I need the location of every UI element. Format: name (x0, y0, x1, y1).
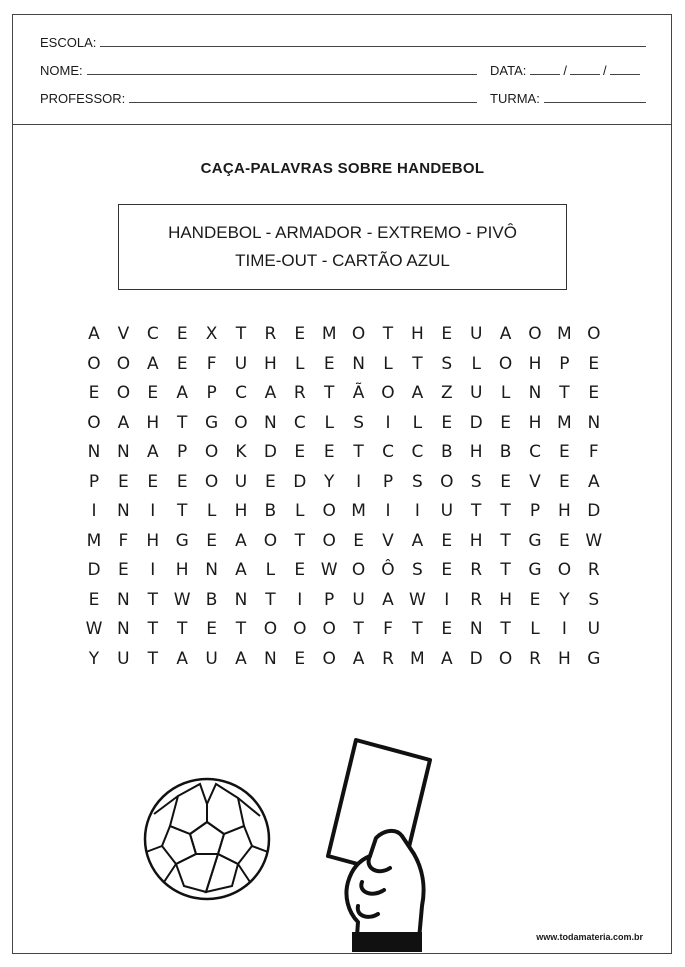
grid-letter[interactable]: N (528, 383, 542, 403)
grid-letter[interactable]: A (264, 383, 277, 403)
grid-letter[interactable]: T (265, 589, 276, 610)
grid-letter[interactable]: E (294, 648, 306, 669)
grid-letter[interactable]: U (440, 501, 454, 521)
grid-letter[interactable]: E (500, 412, 511, 433)
grid-letter[interactable]: E (588, 383, 600, 403)
grid-letter[interactable]: P (529, 501, 541, 521)
grid-letter[interactable]: T (500, 560, 511, 580)
grid-letter[interactable]: H (469, 442, 483, 462)
grid-letter[interactable]: O (498, 353, 513, 374)
grid-letter[interactable]: R (587, 560, 600, 580)
grid-letter[interactable]: D (87, 560, 101, 580)
grid-letter[interactable]: R (529, 648, 541, 669)
grid-letter[interactable]: A (176, 648, 188, 669)
grid-letter[interactable]: E (147, 383, 159, 403)
word-search-grid (80, 324, 604, 674)
footer-url[interactable]: www.todamateria.com.br (536, 932, 643, 942)
grid-letter[interactable]: H (146, 530, 160, 551)
grid-letter[interactable]: A (146, 353, 159, 374)
grid-letter[interactable]: A (499, 324, 512, 344)
grid-letter[interactable]: O (116, 383, 131, 403)
grid-letter[interactable]: I (356, 471, 362, 492)
grid-letter[interactable]: E (176, 324, 188, 344)
grid-letter[interactable]: T (470, 501, 482, 521)
grid-letter[interactable]: P (206, 383, 217, 403)
grid-letter[interactable]: O (87, 412, 101, 433)
grid-letter[interactable]: A (88, 324, 100, 344)
grid-letter[interactable]: R (470, 589, 483, 610)
grid-letter[interactable]: U (587, 619, 601, 639)
grid-letter[interactable]: E (559, 442, 570, 462)
grid-letter[interactable]: T (176, 412, 188, 433)
grid-letter[interactable]: N (587, 412, 601, 433)
grid-letter[interactable]: O (322, 530, 336, 551)
grid-letter[interactable]: E (441, 324, 453, 344)
grid-letter[interactable]: L (500, 383, 511, 403)
grid-letter[interactable]: G (205, 412, 219, 433)
grid-letter[interactable]: L (265, 560, 276, 580)
grid-letter[interactable]: E (441, 412, 453, 433)
data-label: DATA: (490, 63, 527, 78)
grid-letter[interactable]: M (321, 324, 337, 344)
grid-letter[interactable]: E (147, 471, 159, 492)
grid-letter[interactable]: G (528, 560, 542, 580)
grid-letter[interactable]: H (557, 648, 571, 669)
grid-letter[interactable]: E (118, 471, 129, 492)
grid-letter[interactable]: G (528, 530, 542, 551)
grid-letter[interactable]: V (117, 324, 130, 344)
grid-letter[interactable]: T (294, 530, 305, 551)
grid-letter[interactable]: F (588, 442, 599, 462)
grid-letter[interactable]: A (411, 530, 424, 551)
grid-letter[interactable]: T (176, 619, 188, 639)
header-form (13, 15, 671, 125)
grid-letter[interactable]: P (559, 353, 570, 374)
nome-label: NOME: (40, 63, 83, 78)
grid-letter[interactable]: A (587, 471, 600, 492)
grid-letter[interactable]: E (323, 353, 335, 374)
grid-letter[interactable]: A (235, 530, 247, 551)
grid-letter[interactable]: I (91, 501, 97, 521)
word-list-line-2: TIME-OUT - CARTÃO AZUL (235, 251, 450, 270)
grid-letter[interactable]: A (411, 383, 424, 403)
grid-letter[interactable]: F (118, 530, 129, 551)
grid-letter[interactable]: I (561, 619, 567, 639)
grid-letter[interactable]: U (469, 383, 483, 403)
grid-letter[interactable]: A (352, 648, 365, 669)
grid-letter[interactable]: N (117, 442, 130, 462)
grid-letter[interactable]: A (235, 648, 247, 669)
grid-letter[interactable]: S (353, 412, 364, 433)
grid-letter[interactable]: H (263, 353, 277, 374)
grid-letter[interactable]: M (86, 530, 102, 551)
grid-letter[interactable]: S (411, 560, 423, 580)
turma-line[interactable] (544, 101, 646, 103)
grid-letter[interactable]: L (206, 501, 217, 521)
grid-letter[interactable]: H (528, 353, 542, 374)
grid-letter[interactable]: T (147, 619, 158, 639)
grid-letter[interactable]: C (235, 383, 247, 403)
grid-letter[interactable]: D (469, 412, 483, 433)
grid-letter[interactable]: E (559, 530, 570, 551)
grid-letter[interactable]: R (264, 324, 277, 344)
professor-label: PROFESSOR: (40, 91, 126, 106)
grid-letter[interactable]: O (351, 560, 366, 580)
grid-letter[interactable]: L (471, 353, 481, 374)
grid-letter[interactable]: F (206, 353, 217, 374)
grid-letter[interactable]: L (324, 412, 334, 433)
grid-letter[interactable]: S (411, 471, 423, 492)
grid-letter[interactable]: O (263, 619, 278, 639)
grid-letter[interactable]: T (412, 619, 423, 639)
grid-letter[interactable]: E (294, 324, 306, 344)
grid-letter[interactable]: C (411, 442, 424, 462)
grid-letter[interactable]: W (408, 589, 426, 610)
grid-letter[interactable]: N (87, 442, 101, 462)
grid-letter[interactable]: L (295, 501, 305, 521)
grid-letter[interactable]: O (293, 619, 307, 639)
grid-letter[interactable]: O (322, 648, 336, 669)
grid-letter[interactable]: T (176, 501, 188, 521)
grid-letter[interactable]: P (88, 471, 100, 492)
grid-letter[interactable]: B (499, 442, 512, 462)
grid-letter[interactable]: O (322, 619, 336, 639)
nome-field[interactable] (40, 63, 477, 78)
grid-letter[interactable]: C (293, 412, 306, 433)
grid-letter[interactable]: Y (559, 589, 570, 610)
grid-letter[interactable]: V (382, 530, 394, 551)
grid-letter[interactable]: G (587, 648, 601, 669)
grid-letter[interactable]: O (116, 353, 131, 374)
grid-letter[interactable]: T (500, 530, 511, 551)
grid-letter[interactable]: N (117, 619, 130, 639)
grid-letter[interactable]: E (500, 471, 511, 492)
grid-letter[interactable]: U (234, 471, 248, 492)
grid-letter[interactable]: U (352, 589, 365, 610)
grid-letter[interactable]: L (383, 353, 393, 374)
grid-letter[interactable]: U (205, 648, 218, 669)
grid-letter[interactable]: I (150, 560, 156, 580)
professor-field[interactable] (40, 91, 477, 106)
grid-letter[interactable]: O (322, 501, 336, 521)
date-day-line[interactable] (530, 73, 560, 75)
grid-letter[interactable]: T (323, 383, 335, 403)
grid-letter[interactable]: E (294, 442, 306, 462)
date-year-line[interactable] (610, 73, 640, 75)
grid-letter[interactable]: H (146, 412, 160, 433)
grid-letter[interactable]: E (206, 619, 217, 639)
grid-letter[interactable]: Y (323, 471, 335, 492)
grid-letter[interactable]: N (469, 619, 483, 639)
grid-letter[interactable]: W (585, 530, 603, 551)
grid-letter[interactable]: A (382, 589, 394, 610)
grid-letter[interactable]: O (440, 471, 454, 492)
grid-letter[interactable]: N (205, 560, 218, 580)
grid-letter[interactable]: E (441, 619, 453, 639)
grid-letter[interactable]: I (297, 589, 303, 610)
grid-letter[interactable]: E (353, 530, 364, 551)
nome-line[interactable] (87, 73, 477, 75)
grid-letter[interactable]: U (469, 324, 483, 344)
grid-letter[interactable]: U (234, 353, 248, 374)
grid-letter[interactable]: W (173, 589, 191, 610)
grid-letter[interactable]: C (382, 442, 394, 462)
grid-letter[interactable]: A (146, 442, 159, 462)
grid-letter[interactable]: O (381, 383, 395, 403)
grid-letter[interactable]: L (295, 353, 305, 374)
grid-letter[interactable]: E (323, 442, 335, 462)
grid-letter[interactable]: T (353, 619, 364, 639)
grid-letter[interactable]: N (117, 501, 130, 521)
grid-letter[interactable]: T (412, 353, 423, 374)
grid-letter[interactable]: Z (440, 383, 453, 403)
grid-letter[interactable]: B (440, 442, 453, 462)
grid-letter[interactable]: M (557, 324, 572, 344)
grid-letter[interactable]: O (263, 530, 278, 551)
grid-letter[interactable]: E (88, 383, 100, 403)
grid-letter[interactable]: H (234, 501, 248, 521)
grid-letter[interactable]: Y (88, 648, 100, 669)
grid-letter[interactable]: E (176, 353, 188, 374)
referee-card-icon (318, 736, 438, 954)
grid-letter[interactable]: O (557, 560, 572, 580)
grid-letter[interactable]: U (117, 648, 130, 669)
grid-letter[interactable]: E (529, 589, 541, 610)
grid-letter[interactable]: O (498, 648, 513, 669)
grid-letter[interactable]: I (150, 501, 156, 521)
grid-letter[interactable]: Ô (381, 560, 395, 580)
handball-icon (140, 774, 274, 904)
grid-letter[interactable]: A (117, 412, 130, 433)
escola-label: ESCOLA: (40, 35, 97, 50)
grid-letter[interactable]: E (118, 560, 129, 580)
grid-letter[interactable]: S (588, 589, 600, 610)
grid-letter[interactable]: O (204, 442, 219, 462)
word-list-line-1: HANDEBOL - ARMADOR - EXTREMO - PIVÔ (168, 223, 517, 242)
grid-letter[interactable]: N (264, 412, 277, 433)
grid-letter[interactable]: N (234, 589, 248, 610)
grid-letter[interactable]: P (177, 442, 188, 462)
grid-letter[interactable]: I (414, 501, 420, 521)
grid-letter[interactable]: D (469, 648, 483, 669)
grid-letter[interactable]: B (264, 501, 277, 521)
grid-letter[interactable]: T (235, 619, 247, 639)
grid-letter[interactable]: E (588, 353, 600, 374)
grid-letter[interactable]: O (587, 324, 601, 344)
grid-letter[interactable]: M (557, 412, 572, 433)
grid-letter[interactable]: X (205, 324, 218, 344)
grid-letter[interactable]: L (412, 412, 423, 433)
grid-letter[interactable]: H (410, 324, 424, 344)
grid-letter[interactable]: W (85, 619, 103, 639)
grid-letter[interactable]: M (410, 648, 425, 669)
grid-letter[interactable]: R (293, 383, 306, 403)
grid-letter[interactable]: E (265, 471, 276, 492)
grid-letter[interactable]: K (235, 442, 247, 462)
date-month-line[interactable] (570, 73, 600, 75)
grid-letter[interactable]: N (117, 589, 130, 610)
grid-letter[interactable]: A (440, 648, 453, 669)
grid-letter[interactable]: O (234, 412, 248, 433)
grid-letter[interactable]: T (559, 383, 570, 403)
date-slash-2: / (602, 63, 607, 78)
grid-letter[interactable]: B (205, 589, 218, 610)
data-field[interactable] (490, 63, 650, 78)
grid-letter[interactable]: E (294, 560, 306, 580)
professor-line[interactable] (129, 101, 477, 103)
page-title: CAÇA-PALAVRAS SOBRE HANDEBOL (200, 160, 485, 177)
grid-letter[interactable]: G (175, 530, 189, 551)
grid-letter[interactable]: C (146, 324, 159, 344)
grid-letter[interactable]: E (206, 530, 217, 551)
grid-letter[interactable]: Ã (352, 383, 365, 403)
grid-letter[interactable]: N (264, 648, 277, 669)
grid-letter[interactable]: T (382, 324, 394, 344)
grid-letter[interactable]: T (500, 619, 511, 639)
grid-letter[interactable]: H (528, 412, 542, 433)
grid-letter[interactable]: O (351, 324, 366, 344)
grid-letter[interactable]: O (528, 324, 542, 344)
grid-letter[interactable]: W (320, 560, 338, 580)
grid-letter[interactable]: A (235, 560, 247, 580)
grid-letter[interactable]: E (441, 560, 453, 580)
grid-letter[interactable]: T (235, 324, 247, 344)
turma-label: TURMA: (490, 91, 540, 106)
grid-letter[interactable]: C (529, 442, 541, 462)
turma-field[interactable] (490, 91, 646, 106)
grid-letter[interactable]: P (382, 471, 394, 492)
grid-letter[interactable]: A (176, 383, 188, 403)
grid-letter[interactable]: F (383, 619, 393, 639)
grid-letter[interactable]: T (147, 589, 158, 610)
grid-letter[interactable]: R (470, 560, 483, 580)
grid-letter[interactable]: D (293, 471, 307, 492)
grid-letter[interactable]: S (470, 471, 482, 492)
grid-letter[interactable]: E (176, 471, 188, 492)
grid-letter[interactable]: T (353, 442, 364, 462)
grid-letter[interactable]: V (529, 471, 541, 492)
escola-field[interactable] (40, 35, 646, 50)
grid-letter[interactable]: O (204, 471, 219, 492)
grid-letter[interactable]: N (352, 353, 365, 374)
grid-letter[interactable]: E (88, 589, 100, 610)
grid-letter[interactable]: T (147, 648, 158, 669)
grid-letter[interactable]: H (175, 560, 189, 580)
grid-letter[interactable]: H (557, 501, 571, 521)
date-slash-1: / (563, 63, 567, 78)
grid-letter[interactable]: M (351, 501, 366, 521)
grid-letter[interactable]: L (530, 619, 540, 639)
grid-letter[interactable]: S (441, 353, 453, 374)
grid-letter[interactable]: D (587, 501, 601, 521)
grid-letter[interactable]: O (87, 353, 101, 374)
escola-line[interactable] (100, 45, 646, 47)
grid-letter[interactable]: I (444, 589, 450, 610)
grid-letter[interactable]: E (559, 471, 570, 492)
grid-letter[interactable]: P (324, 589, 335, 610)
grid-letter[interactable]: H (499, 589, 512, 610)
grid-letter[interactable]: R (382, 648, 394, 669)
grid-letter[interactable]: H (469, 530, 483, 551)
grid-letter[interactable]: I (385, 412, 391, 433)
grid-letter[interactable]: T (500, 501, 511, 521)
grid-letter[interactable]: D (263, 442, 277, 462)
word-list-box (118, 204, 567, 290)
grid-letter[interactable]: E (441, 530, 453, 551)
grid-letter[interactable]: I (385, 501, 391, 521)
